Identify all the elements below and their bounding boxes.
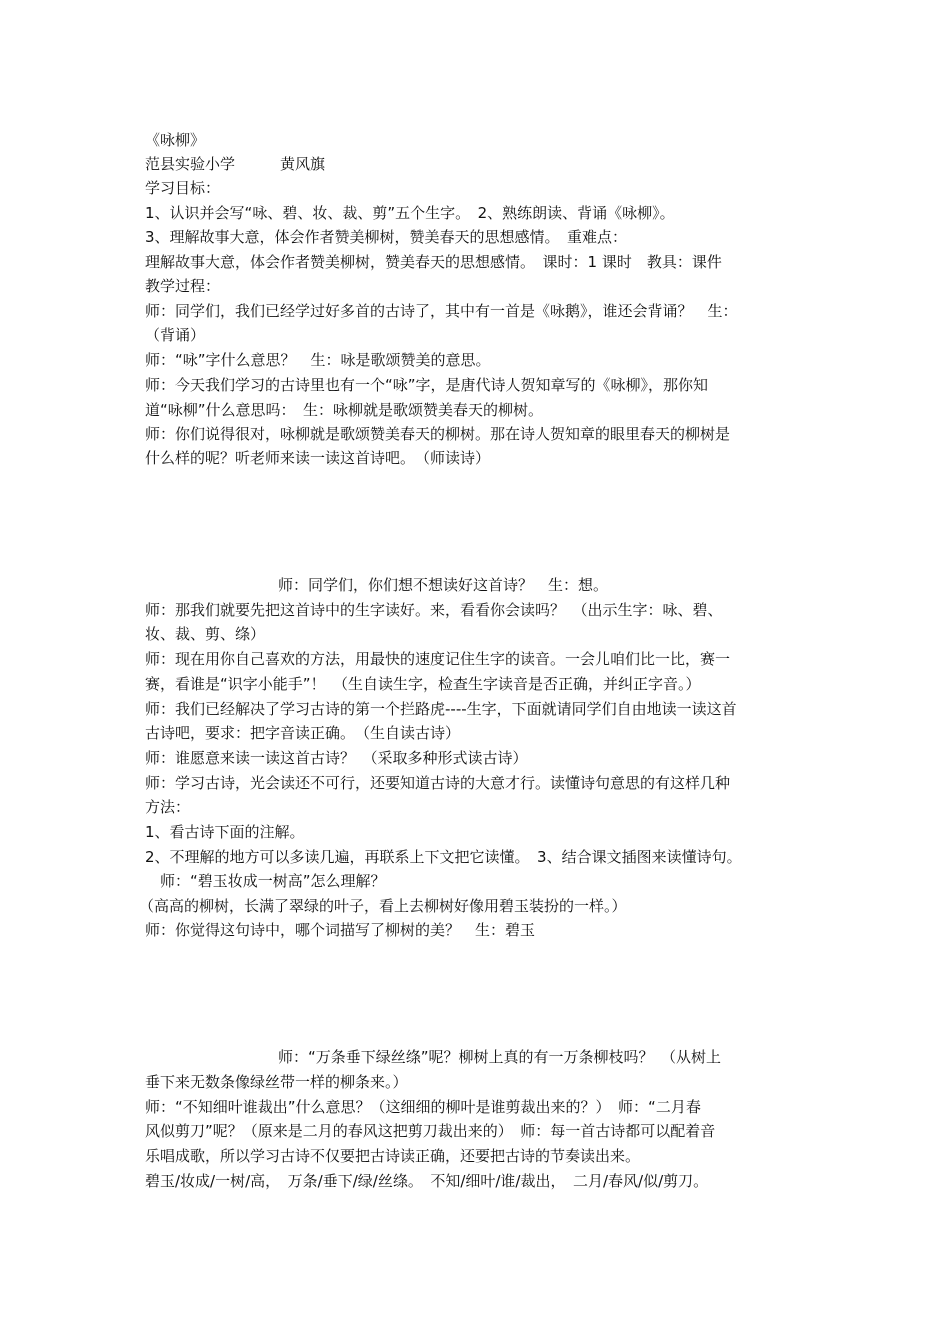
doc-line: 3、理解故事大意，体会作者赞美柳树，赞美春天的思想感情。 重难点： — [145, 228, 628, 246]
doc-line: 方法： — [145, 798, 191, 816]
doc-line: 师：同学们，你们想不想读好这首诗？ 生：想。 — [278, 576, 609, 594]
doc-line: 什么样的呢？听老师来读一读这首诗吧。 （师读诗） — [145, 449, 491, 467]
doc-line: 师：那我们就要先把这首诗中的生字读好。来，看看你会读吗？ （出示生字：咏、碧、 — [145, 601, 723, 619]
doc-line: 师：同学们，我们已经学过好多首的古诗了，其中有一首是《咏鹅》，谁还会背诵？ 生： — [145, 302, 738, 320]
doc-line: 1、看古诗下面的注解。 — [145, 823, 305, 841]
doc-line: 风似剪刀”呢？（原来是二月的春风这把剪刀裁出来的） 师：每一首古诗都可以配着音 — [145, 1122, 716, 1140]
doc-line: 师：“万条垂下绿丝绦”呢？柳树上真的有一万条柳枝吗？ （从树上 — [278, 1048, 722, 1066]
doc-line: 碧玉/妆成/一树/高， 万条/垂下/绿/丝绦。 不知/细叶/谁/裁出， 二月/春风/似/剪刀。 — [145, 1172, 709, 1190]
doc-line: 道“咏柳”什么意思吗： 生：咏柳就是歌颂赞美春天的柳树。 — [145, 401, 544, 419]
doc-line: （高高的柳树，长满了翠绿的叶子，看上去柳树好像用碧玉装扮的一样。） — [139, 897, 627, 915]
doc-line: 古诗吧，要求：把字音读正确。 （生自读古诗） — [145, 724, 461, 742]
doc-line: 师：你觉得这句诗中，哪个词描写了柳树的美？ 生：碧玉 — [145, 921, 536, 939]
doc-line: 师：今天我们学习的古诗里也有一个“咏”字，是唐代诗人贺知章写的《咏柳》，那你知 — [145, 376, 709, 394]
doc-line: 师：谁愿意来读一读这首古诗？ （采取多种形式读古诗） — [145, 749, 528, 767]
doc-line: 学习目标： — [145, 179, 221, 197]
doc-line: 师：“碧玉妆成一树高”怎么理解？ — [160, 872, 386, 890]
doc-line: 师：现在用你自己喜欢的方法，用最快的速度记住生字的读音。一会儿咱们比一比，赛一 — [145, 650, 731, 668]
doc-line: 师：学习古诗，光会读还不可行，还要知道古诗的大意才行。读懂诗句意思的有这样几种 — [145, 774, 731, 792]
doc-line: 1、认识并会写“咏、碧、妆、裁、剪”五个生字。 2、熟练朗读、背诵《咏柳》。 — [145, 204, 675, 222]
doc-line: 教学过程： — [145, 277, 221, 295]
doc-line: 2、不理解的地方可以多读几遍，再联系上下文把它读懂。 3、结合课文插图来读懂诗句。 — [145, 848, 742, 866]
doc-line: 师：“不知细叶谁裁出”什么意思？（这细细的柳叶是谁剪裁出来的？） 师：“二月春 — [145, 1098, 701, 1116]
doc-line: （背诵） — [145, 326, 206, 344]
doc-line: 乐唱成歌，所以学习古诗不仅要把古诗读正确，还要把古诗的节奏读出来。 — [145, 1147, 641, 1165]
doc-line: 垂下来无数条像绿丝带一样的柳条来。） — [145, 1073, 408, 1091]
doc-line: 妆、裁、剪、绦） — [145, 625, 266, 643]
doc-author: 范县实验小学 黄风旗 — [145, 155, 326, 173]
doc-line: 师：你们说得很对，咏柳就是歌颂赞美春天的柳树。那在诗人贺知章的眼里春天的柳树是 — [145, 425, 731, 443]
doc-line: 赛，看谁是“识字小能手”！ （生自读生字，检查生字读音是否正确，并纠正字音。） — [145, 675, 701, 693]
doc-line: 师：“咏”字什么意思？ 生：咏是歌颂赞美的意思。 — [145, 351, 491, 369]
doc-title: 《咏柳》 — [145, 131, 206, 149]
doc-line: 理解故事大意，体会作者赞美柳树，赞美春天的思想感情。 课时：1 课时 教具：课件 — [145, 253, 722, 271]
doc-line: 师：我们已经解决了学习古诗的第一个拦路虎----生字，下面就请同学们自由地读一读这首 — [145, 700, 737, 718]
